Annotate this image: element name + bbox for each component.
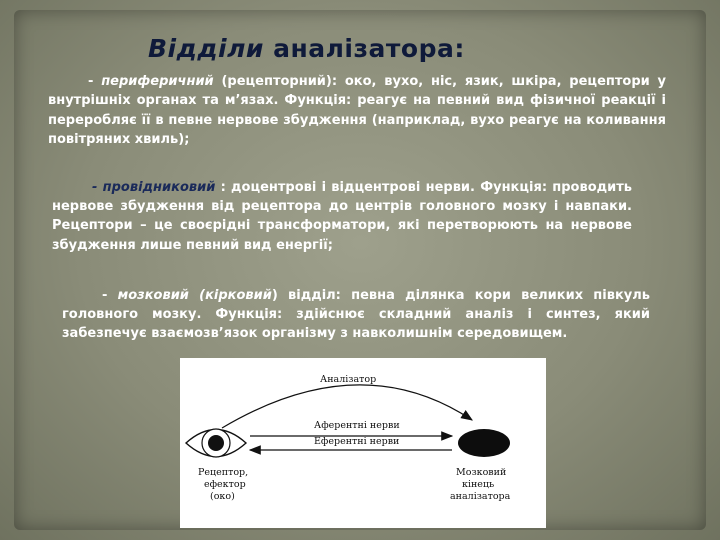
label-analyzer: Аналізатор: [320, 374, 377, 385]
label-brain-1: Мозковий: [456, 467, 507, 478]
eye-icon: [186, 429, 246, 457]
label-receptor-1: Рецептор,: [198, 467, 249, 478]
paragraph-cortical: [62, 286, 650, 344]
p2-text: : доцентрові і відцентрові нерви. Функція: проводить нервове збудження від рецептора до центрів головного мозку і навпаки. Рецептори – це своєрідні трансформатори, які перетворюють на нервове збудження лише певний вид енергії;: [52, 180, 632, 253]
p2-term: провідниковий: [102, 180, 216, 195]
paragraph-peripheral: [48, 72, 666, 149]
title-bold: аналізатора:: [263, 34, 465, 63]
label-efferent: Еферентні нерви: [314, 436, 400, 447]
slide-title: [148, 34, 465, 63]
paragraph-conductive: [52, 178, 632, 255]
label-brain-3: аналізатора: [450, 491, 511, 502]
analyzer-diagram-svg: [180, 358, 546, 528]
label-receptor-3: (око): [210, 491, 235, 502]
title-italic: Відділи: [148, 34, 264, 63]
p1-dash: -: [88, 74, 102, 89]
p1-term: периферичний: [101, 74, 214, 89]
p3-text: відділ: певна ділянка кори великих півкуль головного мозку. Функція: здійснює складний аналіз і синтез, який забезпечує взаємозв’язок організму з навколишнім середовищем.: [62, 288, 650, 342]
p3-close: ): [271, 288, 278, 303]
p1-text: (рецепторний): око, вухо, ніс, язик, шкіра, рецептори у внутрішніх органах та м’язах. Функція: реагує на певний вид фізичної реакції і переробляє її в певне нервове збудження (наприклад, вухо реагує на коливання повітряних хвиль);: [48, 74, 667, 147]
p2-dash: -: [92, 180, 103, 195]
label-brain-2: кінець: [462, 479, 495, 490]
label-afferent: Аферентні нерви: [314, 420, 400, 431]
label-receptor-2: ефектор: [204, 479, 246, 490]
p3-dash: -: [102, 288, 118, 303]
brain-end-shape: [458, 429, 510, 457]
analyzer-diagram: [180, 358, 546, 528]
p3-term: мозковий (кірковий: [117, 288, 272, 303]
